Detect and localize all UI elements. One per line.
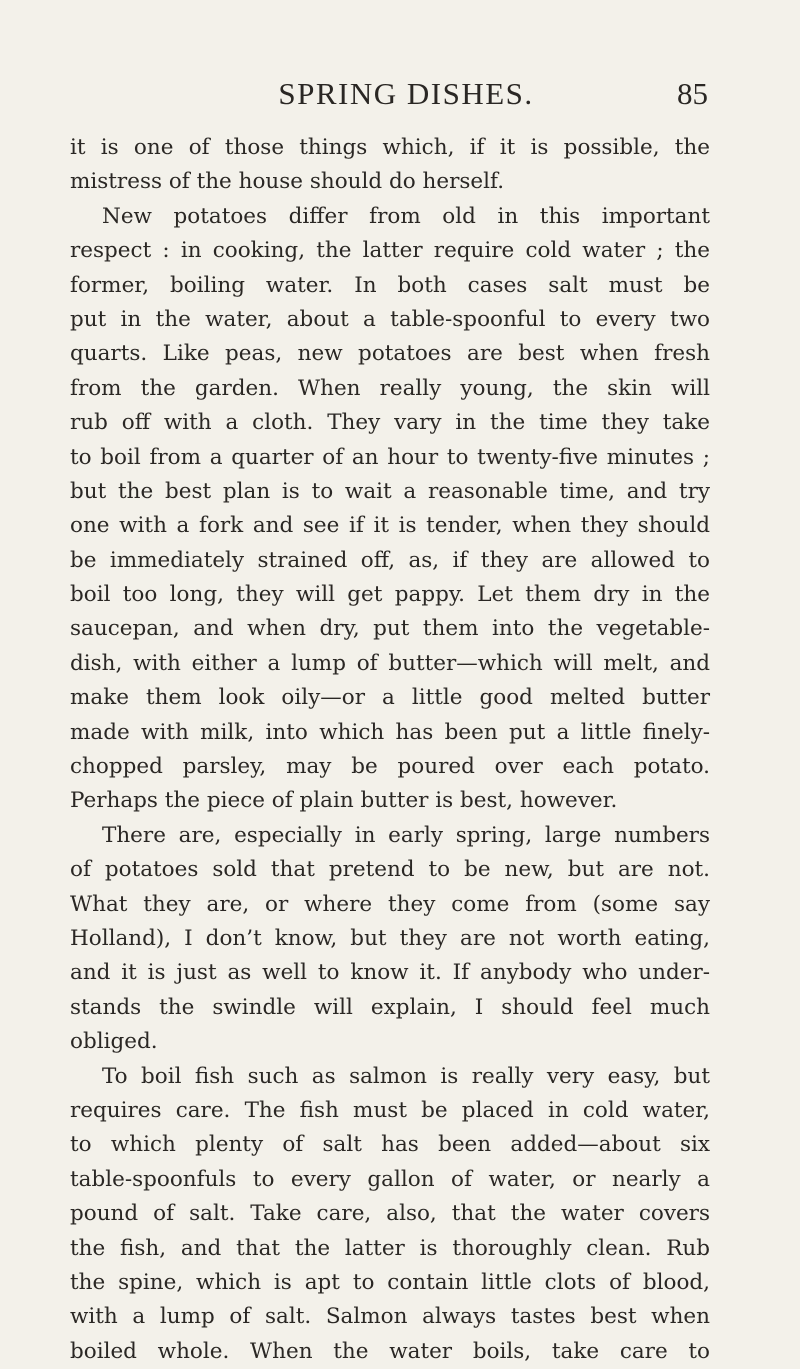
text-line: quarts. Like peas, new potatoes are best when fresh (70, 341, 710, 367)
text-line: table-spoonfuls to every gallon of water, or nearly a (70, 1166, 710, 1192)
text-line: it is one of those things which, if it is possible, the (70, 135, 710, 160)
text-line: boil too long, they will get pappy. Let them dry in the (70, 582, 710, 608)
text-line: but the best plan is to wait a reasonable time, and try (70, 478, 710, 504)
text-line: made with milk, into which has been put a little finely- (70, 719, 710, 745)
text-line: with a lump of salt. Salmon always tastes best when (70, 1304, 710, 1330)
text-line: to which plenty of salt has been added—about six (70, 1132, 710, 1158)
text-line: Perhaps the piece of plain butter is best, however. (70, 788, 618, 814)
page-number: 85 (677, 76, 708, 111)
text-line: Holland), I don’t know, but they are not worth eating, (70, 925, 710, 951)
text-line: to boil from a quarter of an hour to twenty-five minutes ; (70, 444, 710, 470)
text-line: stands the swindle will explain, I should feel much (70, 994, 710, 1020)
text-line: chopped parsley, may be poured over each potato. (70, 754, 710, 780)
text-line: boiled whole. When the water boils, take care to (70, 1338, 710, 1364)
text-line: saucepan, and when dry, put them into the vegetable- (70, 616, 710, 642)
text-line: the fish, and that the latter is thoroughly clean. Rub (70, 1235, 710, 1261)
text-line: New potatoes differ from old in this important (102, 203, 710, 229)
body-text (70, 131, 710, 1369)
text-line: dish, with either a lump of butter—which will melt, and (70, 650, 710, 676)
text-line: former, boiling water. In both cases salt must be (70, 272, 710, 298)
running-title: SPRING DISHES. (278, 76, 534, 111)
text-line: There are, especially in early spring, large numbers (102, 822, 710, 848)
text-line: make them look oily—or a little good melted butter (70, 685, 710, 711)
text-line: put in the water, about a table-spoonful to every two (70, 306, 710, 332)
text-line: obliged. (70, 1029, 158, 1055)
text-line: one with a fork and see if it is tender, when they should (70, 513, 710, 539)
text-line: What they are, or where they come from (some say (70, 891, 710, 917)
text-line: the spine, which is apt to contain little clots of blood, (70, 1269, 710, 1295)
text-line: mistress of the house should do herself. (70, 169, 505, 195)
text-line: rub off with a cloth. They vary in the time they take (70, 410, 710, 436)
running-head (104, 76, 708, 112)
text-line: pound of salt. Take care, also, that the water covers (70, 1201, 710, 1227)
text-line: respect : in cooking, the latter require cold water ; the (70, 238, 710, 264)
text-line: and it is just as well to know it. If anybody who under- (70, 960, 710, 986)
text-line: be immediately strained off, as, if they are allowed to (70, 547, 710, 573)
text-line: requires care. The fish must be placed in cold water, (70, 1097, 710, 1123)
text-line: from the garden. When really young, the skin will (70, 375, 710, 401)
text-line: To boil fish such as salmon is really very easy, but (102, 1063, 710, 1089)
text-line: of potatoes sold that pretend to be new, but are not. (70, 857, 710, 883)
